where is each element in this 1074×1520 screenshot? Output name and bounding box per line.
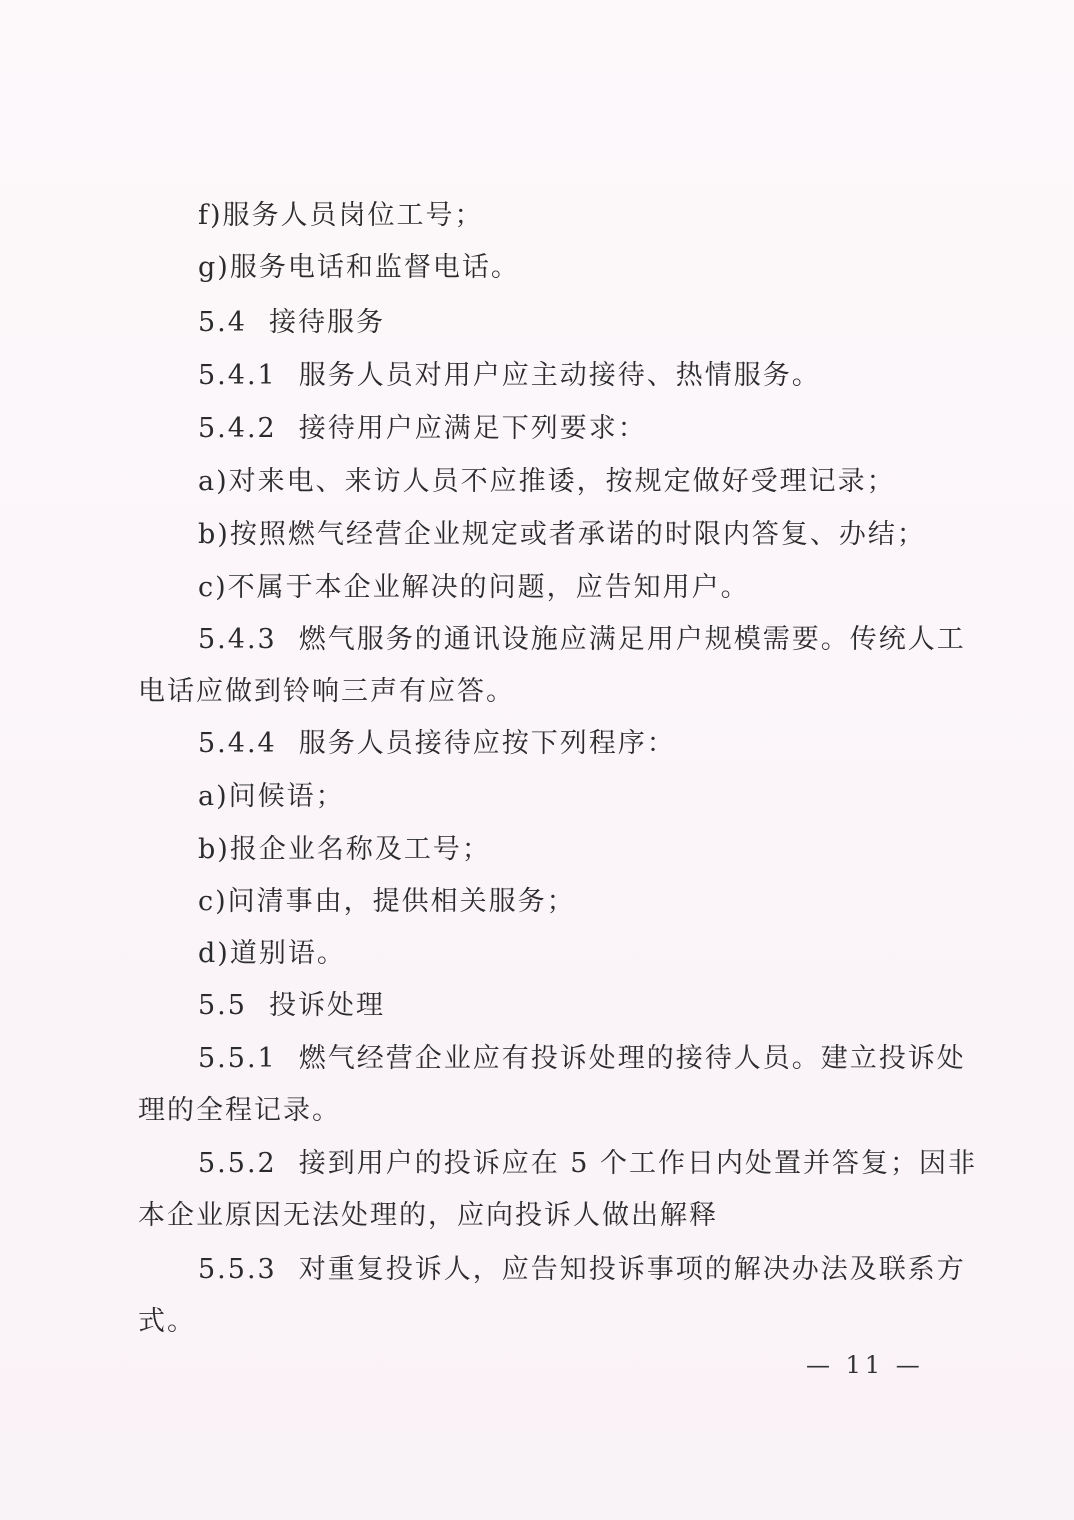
clause-text: 燃气服务的通讯设施应满足用户规模需要。传统人工 [298, 624, 966, 655]
clause-number: 5.4.1 [198, 360, 277, 391]
clause-text: 燃气经营企业应有投诉处理的接待人员。建立投诉处 [298, 1043, 966, 1074]
section-number: 5.5 [198, 990, 247, 1021]
clause-number: 5.5.2 [198, 1148, 277, 1179]
section-title: 接待服务 [268, 307, 385, 338]
list-item-a: a)问候语； [198, 781, 345, 812]
clause-text: 服务人员接待应按下列程序： [298, 728, 676, 759]
clause-5-5-1 [198, 1041, 966, 1077]
clause-number: 5.5.3 [198, 1254, 277, 1285]
clause-text: 接到用户的投诉应在 5 个工作日内处置并答复；因非 [298, 1148, 978, 1179]
clause-continuation: 电话应做到铃响三声有应答。 [138, 676, 515, 707]
clause-number: 5.4.4 [198, 728, 277, 759]
clause-text: 接待用户应满足下列要求： [298, 413, 647, 444]
list-item-c: c)不属于本企业解决的问题，应告知用户。 [198, 572, 750, 603]
clause-continuation: 式。 [138, 1306, 196, 1337]
list-item-f: f)服务人员岗位工号； [198, 200, 484, 231]
clause-number: 5.5.1 [198, 1043, 277, 1074]
clause-5-4-1 [198, 358, 821, 394]
page-number: — 11 — [806, 1351, 924, 1379]
section-heading-5-5 [198, 988, 385, 1024]
clause-5-5-3 [198, 1252, 966, 1288]
clause-number: 5.4.3 [198, 624, 277, 655]
list-item-b: b)报企业名称及工号； [198, 834, 491, 865]
clause-5-4-3 [198, 622, 966, 658]
list-item-c: c)问清事由，提供相关服务； [198, 886, 576, 917]
clause-text: 服务人员对用户应主动接待、热情服务。 [298, 360, 821, 391]
section-number: 5.4 [198, 307, 247, 338]
clause-number: 5.4.2 [198, 413, 277, 444]
list-item-a: a)对来电、来访人员不应推诿，按规定做好受理记录； [198, 466, 896, 497]
clause-text: 对重复投诉人，应告知投诉事项的解决办法及联系方 [298, 1254, 966, 1285]
clause-continuation: 理的全程记录。 [138, 1095, 341, 1126]
list-item-g: g)服务电话和监督电话。 [198, 252, 520, 283]
list-item-b: b)按照燃气经营企业规定或者承诺的时限内答复、办结； [198, 519, 926, 550]
clause-5-5-2 [198, 1146, 977, 1182]
section-title: 投诉处理 [268, 990, 385, 1021]
section-heading-5-4 [198, 305, 385, 341]
clause-5-4-2 [198, 411, 647, 447]
clause-continuation: 本企业原因无法处理的，应向投诉人做出解释 [138, 1200, 718, 1231]
clause-5-4-4 [198, 726, 676, 762]
list-item-d: d)道别语。 [198, 938, 346, 969]
